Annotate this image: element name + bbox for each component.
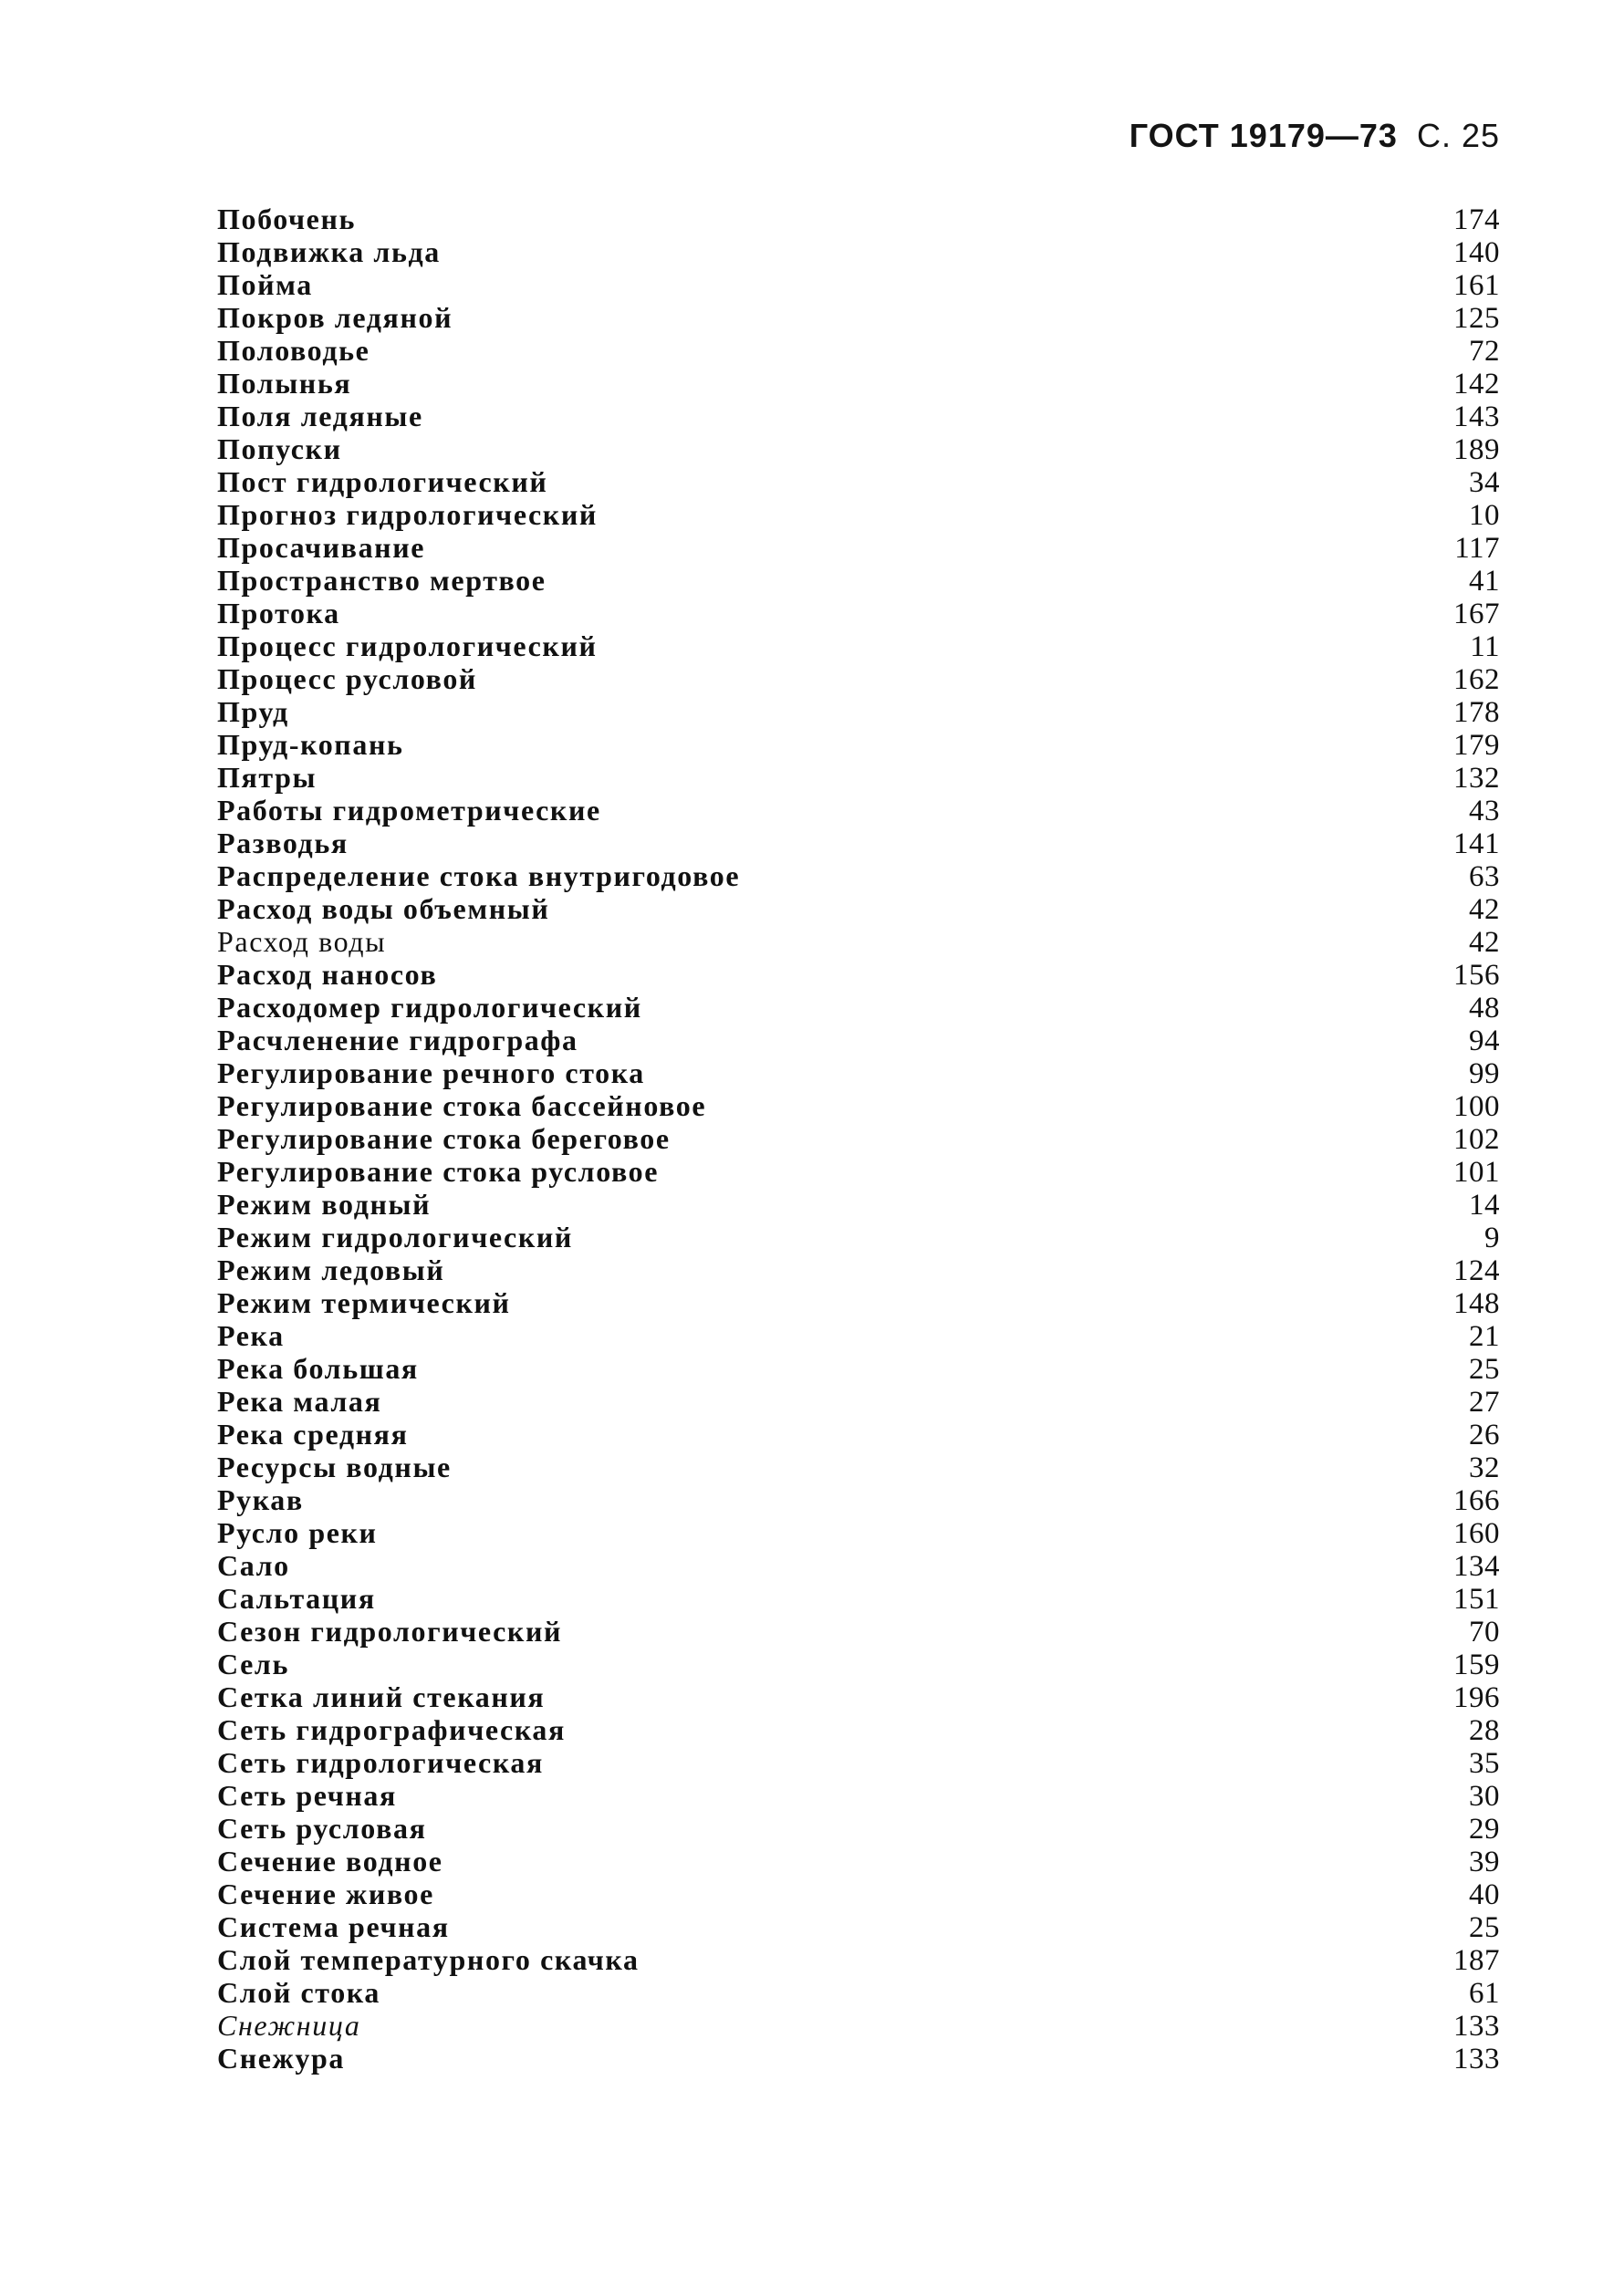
index-term-number: 162 [1453,663,1500,696]
index-entry [217,1713,1500,1746]
index-term: Режим гидрологический [217,1221,573,1253]
index-term: Половодье [217,334,370,367]
index-entry [217,629,1500,662]
index-term-number: 35 [1469,1747,1500,1780]
index-entry [217,498,1500,531]
index-term: Слой стока [217,1976,380,2009]
index-entry [217,432,1500,465]
index-entry [217,301,1500,334]
index-term-number: 28 [1469,1714,1500,1747]
index-term: Пруд-копань [217,728,404,761]
index-term-number: 161 [1453,269,1500,302]
index-entry [217,597,1500,629]
index-entry [217,1943,1500,1976]
index-entry [217,1056,1500,1089]
index-term: Протока [217,597,340,629]
index-term: Сало [217,1549,290,1582]
index-term-number: 187 [1453,1944,1500,1977]
index-entry [217,925,1500,958]
index-entry [217,1680,1500,1713]
index-term-number: 40 [1469,1878,1500,1911]
index-term-number: 189 [1453,433,1500,466]
index-term: Река средняя [217,1418,409,1451]
index-term-number: 26 [1469,1419,1500,1451]
index-term-number: 132 [1453,762,1500,795]
index-entry [217,728,1500,761]
index-entry [217,794,1500,827]
index-term: Сечение водное [217,1845,443,1878]
index-term-number: 27 [1469,1386,1500,1419]
index-term-number: 166 [1453,1484,1500,1517]
index-term-number: 42 [1469,926,1500,959]
index-entry [217,695,1500,728]
index-entry [217,1286,1500,1319]
index-term: Просачивание [217,531,426,564]
index-term-number: 133 [1453,2043,1500,2075]
index-term-number: 159 [1453,1649,1500,1681]
index-term: Полынья [217,367,352,400]
index-term: Регулирование стока русловое [217,1155,660,1188]
index-entry [217,892,1500,925]
index-term: Процесс русловой [217,662,477,695]
index-term: Попуски [217,432,342,465]
index-term: Ресурсы водные [217,1451,452,1483]
index-term: Расход воды объемный [217,892,550,925]
index-term: Река малая [217,1385,382,1418]
index-term: Сальтация [217,1582,376,1615]
index-term: Побочень [217,203,357,235]
index-entry [217,203,1500,235]
index-term-number: 133 [1453,2010,1500,2043]
index-term: Покров ледяной [217,301,453,334]
index-entry [217,1418,1500,1451]
index-entry [217,1779,1500,1812]
index-term-number: 25 [1469,1911,1500,1944]
index-term: Пост гидрологический [217,465,548,498]
index-term: Сель [217,1648,289,1680]
index-term-number: 10 [1469,499,1500,532]
index-term-number: 43 [1469,795,1500,827]
index-entry [217,761,1500,794]
index-entry [217,1746,1500,1779]
index-term: Распределение стока внутригодовое [217,859,741,892]
index-term-number: 151 [1453,1583,1500,1616]
index-term-number: 102 [1453,1123,1500,1156]
index-term-number: 99 [1469,1057,1500,1090]
index-entry [217,1615,1500,1648]
index-term-number: 42 [1469,893,1500,926]
index-term-number: 48 [1469,992,1500,1025]
index-term: Пространство мертвое [217,564,547,597]
index-entry [217,1319,1500,1352]
index-term-number: 125 [1453,302,1500,335]
index-term-number: 9 [1484,1222,1500,1254]
index-entry [217,1451,1500,1483]
index-term: Сезон гидрологический [217,1615,563,1648]
index-term: Расчленение гидрографа [217,1024,578,1056]
index-term: Слой температурного скачка [217,1943,640,1976]
index-entry [217,859,1500,892]
index-term-number: 30 [1469,1780,1500,1813]
index-term-number: 25 [1469,1353,1500,1386]
index-term: Регулирование стока береговое [217,1122,671,1155]
index-entry [217,400,1500,432]
index-entry [217,1352,1500,1385]
index-term-number: 72 [1469,335,1500,368]
index-term-number: 14 [1469,1189,1500,1222]
index-term: Сеть речная [217,1779,397,1812]
index-term-number: 140 [1453,236,1500,269]
index-term-number: 100 [1453,1090,1500,1123]
index-entry [217,1812,1500,1845]
index-entry [217,564,1500,597]
index-term: Режим термический [217,1286,511,1319]
index-term: Река большая [217,1352,419,1385]
index-term-number: 124 [1453,1254,1500,1287]
index-term: Прогноз гидрологический [217,498,598,531]
index-term: Река [217,1319,285,1352]
index-term-number: 70 [1469,1616,1500,1649]
index-term: Поля ледяные [217,400,423,432]
index-entry [217,1188,1500,1221]
page-number: С. 25 [1416,117,1500,154]
index-term-number: 196 [1453,1681,1500,1714]
index-term: Сетка линий стекания [217,1680,546,1713]
index-term: Работы гидрометрические [217,794,601,827]
standard-designation: ГОСТ 19179—73 [1129,117,1398,154]
index-term: Сеть гидрографическая [217,1713,566,1746]
index-term-number: 101 [1453,1156,1500,1189]
index-term: Пойма [217,268,313,301]
index-term: Разводья [217,827,349,859]
index-entry [217,1483,1500,1516]
index-entry [217,531,1500,564]
index-entry [217,1155,1500,1188]
index-entry [217,991,1500,1024]
index-entry [217,367,1500,400]
index-term-number: 11 [1470,630,1500,663]
index-entry [217,334,1500,367]
index-entry [217,1122,1500,1155]
index-entry [217,1582,1500,1615]
index-term: Сеть гидрологическая [217,1746,544,1779]
index-entry [217,1648,1500,1680]
index-term-number: 167 [1453,598,1500,630]
index-term-number: 174 [1453,203,1500,236]
index-term-number: 21 [1469,1320,1500,1353]
index-term: Рукав [217,1483,304,1516]
index-entry [217,1549,1500,1582]
index-term-number: 94 [1469,1025,1500,1057]
index-entry [217,465,1500,498]
index-term: Сеть русловая [217,1812,427,1845]
index-entry [217,1024,1500,1056]
index-term: Снежница [217,2009,361,2042]
index-term: Расход воды [217,925,387,958]
index-term: Пятры [217,761,318,794]
index-term: Подвижка льда [217,235,441,268]
index-term: Регулирование стока бассейновое [217,1089,707,1122]
index-term-number: 141 [1453,827,1500,860]
index-entry [217,958,1500,991]
index-term-number: 117 [1454,532,1500,565]
index-entry [217,1089,1500,1122]
index-term: Русло реки [217,1516,378,1549]
index-entry [217,1516,1500,1549]
index-term-number: 134 [1453,1550,1500,1583]
index-entry [217,1385,1500,1418]
index-term: Режим водный [217,1188,432,1221]
index-entry [217,2009,1500,2042]
index-entry [217,1976,1500,2009]
index-term: Режим ледовый [217,1253,445,1286]
index-entry [217,1910,1500,1943]
index-entry [217,2042,1500,2075]
index-entry [217,235,1500,268]
index-entry [217,268,1500,301]
index-term: Пруд [217,695,289,728]
index-term-number: 148 [1453,1287,1500,1320]
index-term: Расходомер гидрологический [217,991,642,1024]
index-term: Снежура [217,2042,345,2075]
index-entry [217,1878,1500,1910]
term-index-list [217,203,1500,2075]
index-term: Сечение живое [217,1878,434,1910]
index-term-number: 178 [1453,696,1500,729]
index-entry [217,1221,1500,1253]
index-term-number: 61 [1469,1977,1500,2010]
index-term-number: 39 [1469,1846,1500,1878]
index-term: Расход наносов [217,958,438,991]
index-term-number: 32 [1469,1451,1500,1484]
index-term-number: 160 [1453,1517,1500,1550]
index-term: Процесс гидрологический [217,629,598,662]
page-header [1130,117,1500,155]
index-term-number: 63 [1469,860,1500,893]
index-term-number: 34 [1469,466,1500,499]
index-entry [217,827,1500,859]
index-term-number: 142 [1453,368,1500,400]
index-entry [217,1253,1500,1286]
index-term: Регулирование речного стока [217,1056,645,1089]
index-term: Система речная [217,1910,450,1943]
index-term-number: 179 [1453,729,1500,762]
index-term-number: 41 [1469,565,1500,598]
index-term-number: 143 [1453,400,1500,433]
index-term-number: 29 [1469,1813,1500,1846]
index-term-number: 156 [1453,959,1500,992]
index-entry [217,662,1500,695]
index-entry [217,1845,1500,1878]
